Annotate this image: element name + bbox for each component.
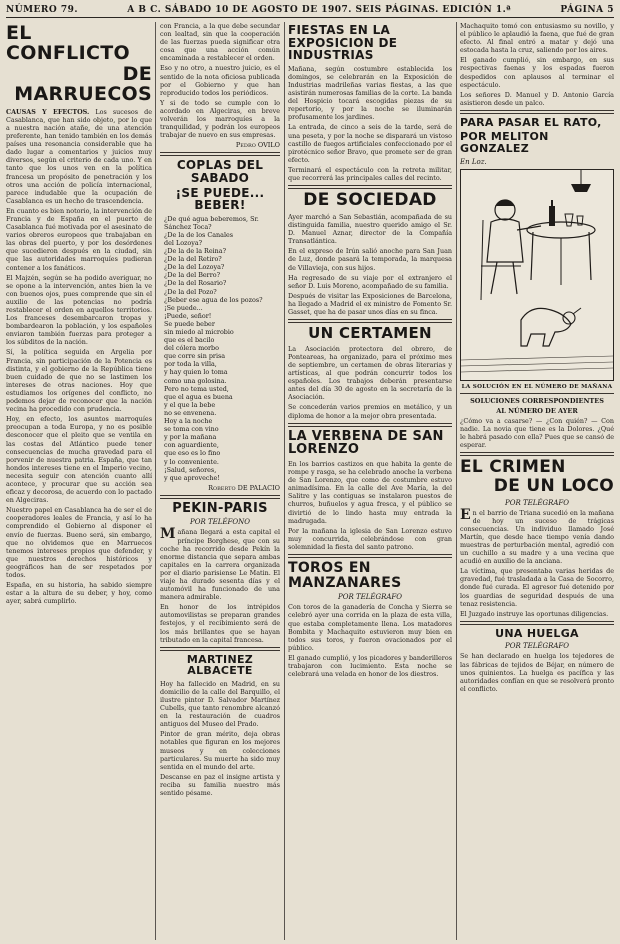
- article-paragraph: Descanse en paz el insigne artista y reciba su familia nuestro más sentido pésame.: [160, 772, 280, 798]
- poem-body: ¿De qué agua beberemos, Sr. Sánchez Toca? ¿De la de los Canales del Lozoya? ¿De la de la Reina? ¿De la del Retiro? ¿De la del Lozoya? ¿De la del Berro? ¿De la del Rosario? ¿De la del Pozo? ¿Beber ese agua de los pozos? ¡Se puede... ¡Puede, señor! Se puede beber sin miedo al microbio que es el bacilo del cólera morbo que corre sin prisa por toda la villa, y hay quien lo toma como una golosina. Pero no tema usted, que el agua es buena y el que la bebe no se envenena. Hoy a la noche se toma con vino y por la mañana con aguardiente, que eso es lo fino y lo conveniente. ¡Salud, señores, y que aproveche!: [164, 214, 263, 482]
- article-paragraph: Machaquito tomó con entusiasmo su novillo, y el público le aplaudió la faena, que fué de gran efecto. Al final entró a matar y dejó una estocada hasta la cruz, saliendo por los aires.: [460, 22, 614, 55]
- article-paragraph: El ganado cumplió, sin embargo, en sus respectivas faenas y los espadas fueron despedidos con aplausos al terminar el espectáculo.: [460, 56, 614, 89]
- divider: [160, 647, 280, 651]
- article-paragraph: CAUSAS Y EFECTOS. Los sucesos de Casablanca, que han sido objeto, por lo que a nuestra nación atañe, de una atención preferente, han tenido también en los demás países una resonancia considerable que ha dado lugar a comentarios y juicios muy diversos, según el criterio de cada uno. Y en tanto que los unos ven en la política francesa un propósito de penetración y los otros una acción de policía internacional, parece indudable que la ocupación de Casablanca es un hecho de trascendencia.: [6, 107, 152, 205]
- headline-pekin-paris: PEKIN-PARIS: [172, 500, 268, 516]
- article-paragraph: Se han declarado en huelga los tejedores de las fábricas de tejidos de Béjar, en número de unos quinientos. La huelga es pacífica y las autoridades confían en que se resolverá pronto el conflicto.: [460, 652, 614, 693]
- headline-una-huelga: UNA HUELGA: [495, 626, 579, 640]
- divider: [288, 423, 452, 427]
- byline: POR TELÉGRAFO: [505, 498, 569, 507]
- puzzle-drawing: [461, 170, 613, 378]
- article-paragraph: Sí, la política seguida en Argelia por Francia, sin participación de la Potencia es distinta, y el gobierno de la República tiene buen cuidado de que no se lastimen los intereses de otras naciones. Hoy que estudiamos los orígenes del conflicto, no podemos dejar de reconocer que la nación vecina ha procedido con prudencia.: [6, 348, 152, 414]
- article-paragraph: La víctima, que presentaba varias heridas de gravedad, fué trasladada a la Casa de Socorro, donde fué curada. El agresor fué detenido por los guardias de seguridad después de una tenaz resistencia.: [460, 567, 614, 608]
- article-paragraph: Con toros de la ganadería de Concha y Sierra se celebró ayer una corrida en la plaza de esta villa, que estaba completamente llena. Los matadores Bombita y Machaquito estuvieron muy bien en todos sus toros, y fueron ovacionados por el público.: [288, 603, 452, 652]
- headline-meliton: POR MELITON GONZALEZ: [460, 130, 549, 156]
- article-paragraph: En el expreso de Irún salió anoche para San Juan de Luz, donde pasará la temporada, la marquesa de Villavieja, con sus hijos.: [288, 247, 452, 272]
- page-header: [6, 3, 614, 18]
- divider: [160, 495, 280, 499]
- headline-fiestas: FIESTAS EN LA EXPOSICION DE INDUSTRIAS: [288, 23, 398, 63]
- article-paragraph: Por la mañana la iglesia de San Lorenzo estuvo muy concurrida, celebrándose con gran solemnidad la fiesta del santo patrono.: [288, 526, 452, 551]
- headline-conflict-line2: DE MARRUECOS: [14, 62, 152, 105]
- article-paragraph: En el barrio de Triana sucedió en la mañana de hoy un suceso de trágicas consecuencias. Un individuo llamado José Martín, que desde hace tiempo venía dando muestras de perturbación mental, agredió con un cuchillo a su madre y a una vecina que acudió en auxilio de la anciana.: [460, 506, 614, 566]
- article-paragraph: Ayer marchó a San Sebastián, acompañada de su distinguida familia, nuestro querido amigo el Sr. D. Manuel Aznar, director de la Compañía Transatlántica.: [288, 212, 452, 246]
- divider: [460, 110, 614, 114]
- column-3: [288, 22, 452, 940]
- article-paragraph: Mañana, según costumbre establecida los domingos, se celebrarán en la Exposición de Industrias madrileñas varias fiestas, a las que asistirán numerosas familias de la corte. La banda del Hospicio tocará escogidas piezas de su repertorio, y por la noche se iluminarán profusamente los jardines.: [288, 64, 452, 122]
- column-2: [160, 22, 280, 940]
- dateline: A B C. SÁBADO 10 DE AGOSTO DE 1907. SEIS PÁGINAS. EDICIÓN 1.ª: [127, 5, 512, 15]
- headline-un-certamen: UN CERTAMEN: [308, 324, 432, 343]
- article-paragraph: En cuanto es bien notorio, la intervención de Francia y de España en el puerto de Casablanca fué motivada por el asesinato de varios obreros europeos que trabajaban en las obras del puerto, y por los desórdenes que sucedieron después en la ciudad, sin que las autoridades marroquíes pudieran contener a los fanáticos.: [6, 206, 152, 272]
- article-paragraph: Eso y no otro, a nuestro juicio, es el sentido de la nota oficiosa publicada por el Gobierno y que han reproducido todos los periódicos.: [160, 64, 280, 97]
- solutions-heading-1: SOLUCIONES CORRESPONDIENTES: [470, 396, 604, 405]
- article-paragraph: Pintor de gran mérito, deja obras notables que figuran en los mejores museos y en colecciones particulares. Su muerte ha sido muy sentida en el mundo del arte.: [160, 730, 280, 771]
- column-4: [460, 22, 614, 940]
- headline-coplas: COPLAS DEL SABADO: [176, 158, 264, 185]
- article-paragraph: Terminará el espectáculo con la retreta militar, que recorrerá las principales calles del recinto.: [288, 165, 452, 182]
- column-1: [6, 22, 152, 940]
- article-paragraph: Después de visitar las Exposiciones de Barcelona, ha llegado a Madrid el ex ministro de Fomento Sr. Gasset, que ha de pasar unos días en su finca.: [288, 291, 452, 316]
- divider: [460, 452, 614, 456]
- column-rule: [155, 22, 156, 940]
- puzzle-caption: LA SOLUCIÓN EN EL NÚMERO DE MAÑANA: [461, 383, 613, 390]
- article-paragraph: Los señores D. Manuel y D. Antonio García asistieron desde un palco.: [460, 90, 614, 107]
- article-paragraph: La Asociación protectora del obrero, de Ponteareas, ha organizado, para el próximo mes de septiembre, un certamen de obras literarias y artísticas, al que podrán concurrir todos los españoles. Los trabajos deberán presentarse antes del día 30 de agosto en la secretaría de la Asociación.: [288, 344, 452, 402]
- article-paragraph: Se concederán varios premios en metálico, y un diploma de honor a la mejor obra presentada.: [288, 403, 452, 420]
- headline-verbena: LA VERBENA DE SAN LORENZO: [288, 428, 444, 458]
- article-paragraph: con Francia, a la que debe secundar con lealtad, sin que la cooperación de las fuerzas pueda significar otra cosa que una acción común encaminada a restablecer el orden.: [160, 22, 280, 63]
- solutions-heading-2: AL NÚMERO DE AYER: [496, 406, 578, 415]
- divider: [288, 185, 452, 189]
- article-paragraph: En los barrios castizos en que habita la gente de rompe y rasga, se ha celebrado anoche la verbena de San Lorenzo, que como de costumbre estuvo animadísima. En la calle del Ave María, la del Salitre y las contiguas se instalaron puestos de churros, buñuelos y agua fresca, y el público se divirtió de lo lindo hasta muy entrada la madrugada.: [288, 459, 452, 525]
- article-paragraph: La entrada, de cinco a seis de la tarde, será de una peseta, y por la noche se disparará un vistoso castillo de fuegos artificiales confeccionado por el pirotécnico señor Bravo, que promete ser de gran efecto.: [288, 123, 452, 164]
- divider: [160, 152, 280, 156]
- headline-conflict-line1: EL CONFLICTO: [6, 22, 130, 64]
- article-paragraph: Hoy ha fallecido en Madrid, en su domicilio de la calle del Barquillo, el ilustre pintor D. Salvador Martínez Cubells, que tanto renombre alcanzó en la restauración de cuadros antiguos del Museo del Prado.: [160, 679, 280, 729]
- byline: En Loz.: [460, 157, 487, 166]
- byline: POR TELÉGRAFO: [338, 593, 402, 602]
- headline-de-un-loco: DE UN LOCO: [493, 475, 614, 496]
- solutions-text: ¿Cómo va a casarse? — ¿Con quién? — Con nadie. La novia que tiene es la Dolores. ¿Qué le habrá pasado con ella? Pues que se cansó de esperar.: [460, 416, 614, 449]
- headline-de-sociedad: DE SOCIEDAD: [303, 190, 437, 211]
- lead-in: CAUSAS Y EFECTOS.: [6, 107, 90, 116]
- poem-signature: Roberto DE PALACIO: [208, 483, 280, 492]
- article-paragraph: El Juzgado instruye las oportunas diligencias.: [460, 609, 609, 618]
- article-paragraph: Hoy, en efecto, los asuntos marroquíes preocupan a toda Europa, y no es posible desconocer que el pleito que se ventila en las costas del Atlántico puede tener consecuencias de mucha gravedad para el porvenir de nuestra patria. España, que tan hondos intereses tiene en el Imperio vecino, necesita seguir con atención cuanto allí acontece, y procurar que su acción sea eficaz y decorosa, de acuerdo con lo pactado en Algeciras.: [6, 415, 152, 505]
- column-rule: [456, 22, 457, 940]
- headline-martinez-albacete: MARTINEZ ALBACETE: [186, 652, 254, 678]
- issue-number: NÚMERO 79.: [6, 5, 79, 15]
- article-paragraph: España, en su historia, ha sabido siempre estar a la altura de su deber, y hoy, como ayer, sabrá cumplirlo.: [6, 581, 152, 606]
- byline: POR TELÉGRAFO: [505, 642, 569, 651]
- headline-toros: TOROS EN MANZANARES: [288, 559, 402, 591]
- column-rule: [284, 22, 285, 940]
- divider: [460, 621, 614, 625]
- headline-el-crimen: EL CRIMEN: [460, 456, 566, 477]
- divider: [288, 319, 452, 323]
- headline-se-puede: ¡SE PUEDE... BEBER!: [175, 185, 265, 213]
- author-signature: Pedro OVILO: [235, 141, 280, 150]
- article-paragraph: Ha regresado de su viaje por el extranjero el señor D. Luis Moreno, acompañado de su familia.: [288, 273, 452, 290]
- article-paragraph: Mañana llegará a esta capital el príncipe Borghese, que con su coche ha recorrido desde Pekín la enorme distancia que separa ambas capitales en la carrera organizada por el diario parisiense Le Matin. El viaje ha durado sesenta días y el automóvil ha funcionado de una manera admirable.: [160, 526, 280, 602]
- page-number: PÁGINA 5: [560, 5, 614, 15]
- divider: [460, 393, 614, 394]
- byline: POR TELÉFONO: [190, 518, 250, 527]
- article-paragraph: El Majzén, según se ha podido averiguar, no se opone a la intervención, antes bien la ve con buenos ojos, pues comprende que sin el auxilio de las potencias no podría restablecer el orden en aquellos territorios. Los franceses desembarcaron tropas y bombardearon la población, y los españoles enviaron también fuerzas para proteger a los súbditos de la nación.: [6, 273, 152, 347]
- article-paragraph: El ganado cumplió, y los picadores y banderilleros trabajaron con lucimiento. Esta noche se celebrará una velada en honor de los diestros.: [288, 653, 452, 679]
- headline-pasar-rato: PARA PASAR EL RATO,: [460, 115, 602, 129]
- article-paragraph: Y si de todo se cumple con lo acordado en Algeciras, en breve volverán los marroquíes a la tranquilidad, y podrán los europeos trabajar de nuevo en sus empresas.: [160, 98, 280, 140]
- divider: [288, 554, 452, 558]
- puzzle-illustration: [460, 169, 614, 381]
- article-paragraph: En honor de los intrépidos automovilistas se preparan grandes festejos, y el recibimiento será de los más brillantes que se hayan tributado en la capital francesa.: [160, 603, 280, 644]
- article-paragraph: Nuestro papel en Casablanca ha de ser el de cooperadores leales de Francia, y así lo ha comprendido el Gobierno al disponer el envío de fuerzas. Bueno será, sin embargo, que no olvidemos que en Marruecos tenemos intereses propios que defender, y que nuestros derechos históricos y geográficos han de ser respetados por todos.: [6, 506, 152, 579]
